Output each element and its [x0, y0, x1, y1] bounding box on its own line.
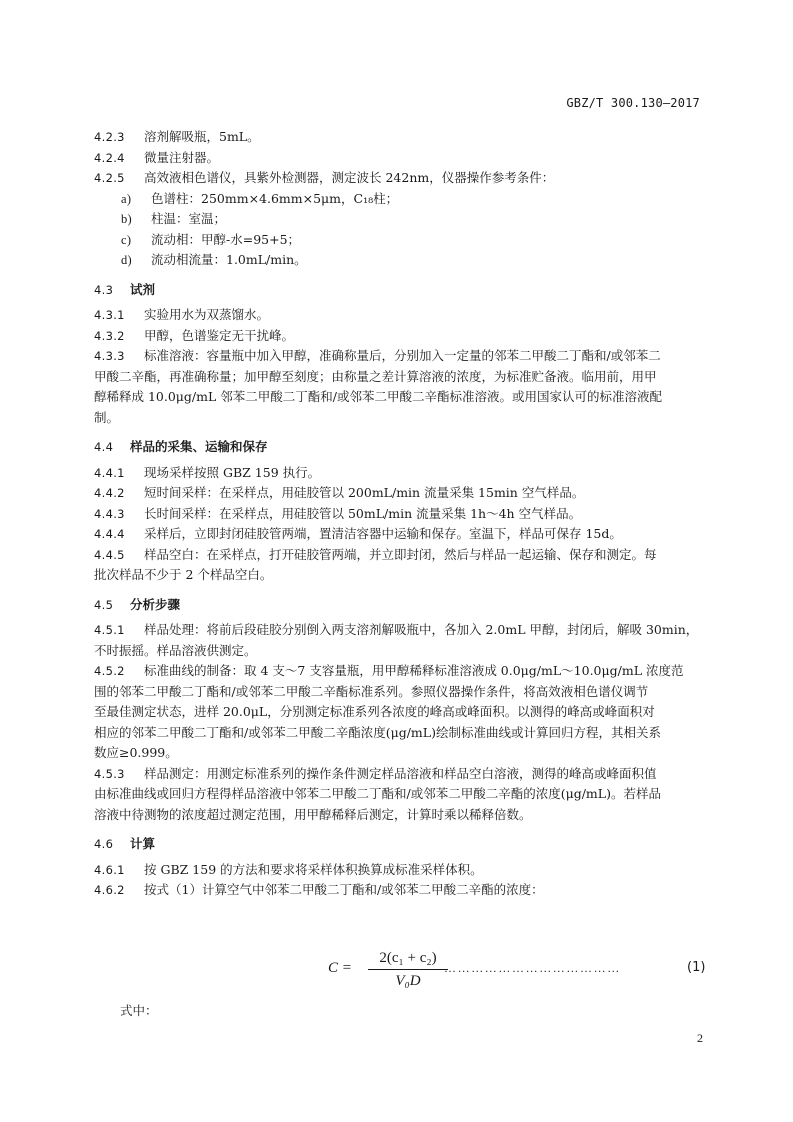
- formula-denominator: V₀D: [395, 973, 421, 989]
- section-number: 4.3: [94, 282, 114, 297]
- clause-text: 标准溶液：容量瓶中加入甲醇，准确称量后，分别加入一定量的邻苯二甲酸二丁酯和/或邻苯二: [144, 348, 661, 363]
- clause-text: 样品空白：在采样点，打开硅胶管两端，并立即封闭，然后与样品一起运输、保存和测定。每: [144, 546, 657, 562]
- clause-4-5-1-cont: 不时振摇。样品溶液供测定。: [94, 642, 257, 658]
- clause-4-3-3: [94, 346, 704, 367]
- section-number: 4.5: [94, 597, 114, 612]
- clause-number: 4.2.5: [94, 171, 125, 185]
- clause-text: 样品处理：将前后段硅胶分别倒入两支溶剂解吸瓶中，各加入 2.0mL 甲醇，封闭后，解吸 30min，: [144, 622, 699, 637]
- clause-number: 4.4.2: [94, 486, 125, 500]
- section-title: 样品的采集、运输和保存: [130, 439, 268, 454]
- clause-number: 4.5.2: [94, 664, 125, 678]
- where-label: 式中：: [120, 1003, 158, 1018]
- list-text: 流动相：甲醇-水=95+5；: [151, 231, 301, 247]
- list-label: a): [121, 191, 132, 206]
- clause-4-5-2-cont: 数应≥0.999。: [94, 745, 178, 760]
- clause-4-5-3-cont: 由标准曲线或回归方程得样品溶液中邻苯二甲酸二丁酯和/或邻苯二甲酸二辛酯的浓度(μg/mL)。若样品: [94, 786, 661, 801]
- clause-4-3-2: [94, 326, 704, 347]
- clause-number: 4.5.1: [94, 623, 125, 637]
- clause-4-6-2: [94, 880, 704, 901]
- clause-text: 溶剂解吸瓶，5mL。: [144, 129, 260, 144]
- section-heading-4-5: [94, 595, 704, 616]
- list-label: c): [121, 232, 132, 247]
- clause-4-3-3-cont: 制。: [94, 409, 120, 425]
- list-label: d): [121, 253, 133, 267]
- clause-4-5-2-cont: 相应的邻苯二甲酸二丁酯和/或邻苯二甲酸二辛酯浓度(μg/mL)绘制标准曲线或计算回归方程，其相关系: [94, 724, 661, 740]
- list-item: [94, 230, 704, 251]
- list-text: 流动相流量：1.0mL/min。: [151, 252, 307, 267]
- clause-number: 4.5.3: [94, 766, 125, 781]
- clause-text: 按式（1）计算空气中邻苯二甲酸二丁酯和/或邻苯二甲酸二辛酯的浓度：: [144, 882, 544, 897]
- clause-4-4-2: [94, 483, 704, 504]
- clause-text: 样品测定：用测定标准系列的操作条件测定样品溶液和样品空白溶液，测得的峰高或峰面积值: [144, 765, 657, 781]
- clause-number: 4.2.3: [94, 130, 125, 144]
- section-number: 4.4: [94, 440, 114, 454]
- standard-number: GBZ/T 300.130—2017: [566, 96, 700, 110]
- section-title: 试剂: [130, 281, 156, 297]
- formula-numerator: 2(c₁ + c₂): [379, 950, 437, 966]
- clause-number: 4.4.1: [94, 465, 125, 480]
- section-heading-4-3: [94, 280, 704, 301]
- clause-4-5-1: [94, 620, 704, 641]
- section-number: 4.6: [94, 837, 114, 851]
- formula-fraction: [368, 948, 448, 991]
- clause-4-4-5: [94, 545, 704, 566]
- clause-4-5-2-cont: 至最佳测定状态，进样 20.0μL，分别测定标准系列各浓度的峰高或峰面积。以测得的峰高或峰面积对: [94, 704, 655, 719]
- clause-text: 短时间采样：在采样点，用硅胶管以 200mL/min 流量采集 15min 空气样品。: [144, 485, 585, 500]
- formula-leader-dots: …………………………………: [444, 961, 621, 975]
- clause-4-5-3-cont: 溶液中待测物的浓度超过测定范围，用甲醇稀释后测定，计算时乘以稀释倍数。: [94, 806, 532, 822]
- list-text: 色谱柱：250mm×4.6mm×5μm，C₁₈柱；: [151, 190, 399, 206]
- clause-4-3-1: [94, 305, 704, 326]
- page-number: 2: [697, 1031, 703, 1045]
- section-heading-4-4: [94, 437, 704, 458]
- formula-lhs: C =: [328, 960, 352, 976]
- clause-text: 微量注射器。: [144, 149, 220, 165]
- list-item: [94, 209, 704, 230]
- clause-text: 高效液相色谱仪，具紫外检测器，测定波长 242nm，仪器操作参考条件：: [144, 170, 555, 185]
- clause-4-4-1: [94, 463, 704, 484]
- document-body: [94, 127, 704, 901]
- clause-4-2-4: [94, 148, 704, 169]
- clause-4-2-3: [94, 127, 704, 148]
- clause-text: 长时间采样：在采样点，用硅胶管以 50mL/min 流量采集 1h～4h 空气样品。: [144, 505, 582, 521]
- list-label: b): [121, 212, 133, 226]
- clause-number: 4.6.2: [94, 883, 125, 897]
- clause-number: 4.4.3: [94, 506, 125, 521]
- clause-text: 甲醇，色谱鉴定无干扰峰。: [144, 327, 295, 343]
- clause-number: 4.3.3: [94, 349, 125, 363]
- clause-text: 采样后，立即封闭硅胶管两端，置清洁容器中运输和保存。室温下，样品可保存 15d。: [144, 526, 622, 541]
- clause-4-3-3-cont: 醇稀释成 10.0μg/mL 邻苯二甲酸二丁酯和/或邻苯二甲酸二辛酯标准溶液。或用国家认可的标准溶液配: [94, 389, 662, 404]
- clause-4-6-1: [94, 860, 704, 881]
- clause-text: 标准曲线的制备：取 4 支～7 支容量瓶，用甲醇稀释标准溶液成 0.0μg/mL～10.0μg/mL 浓度范: [144, 663, 684, 678]
- concentration-formula: [328, 948, 708, 992]
- clause-4-4-5-cont: 批次样品不少于 2 个样品空白。: [94, 567, 273, 582]
- clause-number: 4.4.4: [94, 527, 125, 541]
- list-item: [94, 189, 704, 210]
- fraction-bar: [368, 969, 448, 970]
- clause-4-4-4: [94, 524, 704, 545]
- clause-text: 实验用水为双蒸馏水。: [144, 307, 270, 322]
- clause-4-5-2: [94, 661, 704, 682]
- clause-number: 4.3.2: [94, 328, 125, 343]
- section-title: 分析步骤: [130, 596, 181, 612]
- clause-text: 现场采样按照 GBZ 159 执行。: [144, 464, 321, 480]
- equation-number: (1): [687, 960, 706, 975]
- clause-number: 4.2.4: [94, 150, 125, 165]
- clause-4-2-5: [94, 168, 704, 189]
- clause-4-4-3: [94, 504, 704, 525]
- list-text: 柱温：室温；: [151, 211, 227, 226]
- section-title: 计算: [130, 836, 156, 851]
- clause-text: 按 GBZ 159 的方法和要求将采样体积换算成标准采样体积。: [144, 861, 483, 877]
- clause-number: 4.6.1: [94, 862, 125, 877]
- clause-4-5-3: [94, 764, 704, 785]
- clause-number: 4.4.5: [94, 547, 125, 562]
- clause-4-5-2-cont: 围的邻苯二甲酸二丁酯和/或邻苯二甲酸二辛酯标准系列。参照仪器操作条件，将高效液相色谱仪调节: [94, 683, 649, 699]
- clause-4-3-3-cont: 甲酸二辛酯，再准确称量；加甲醇至刻度；由称量之差计算溶液的浓度，为标准贮备液。临用前，用甲: [94, 368, 657, 384]
- list-item: [94, 250, 704, 271]
- clause-number: 4.3.1: [94, 308, 125, 322]
- section-heading-4-6: [94, 834, 704, 855]
